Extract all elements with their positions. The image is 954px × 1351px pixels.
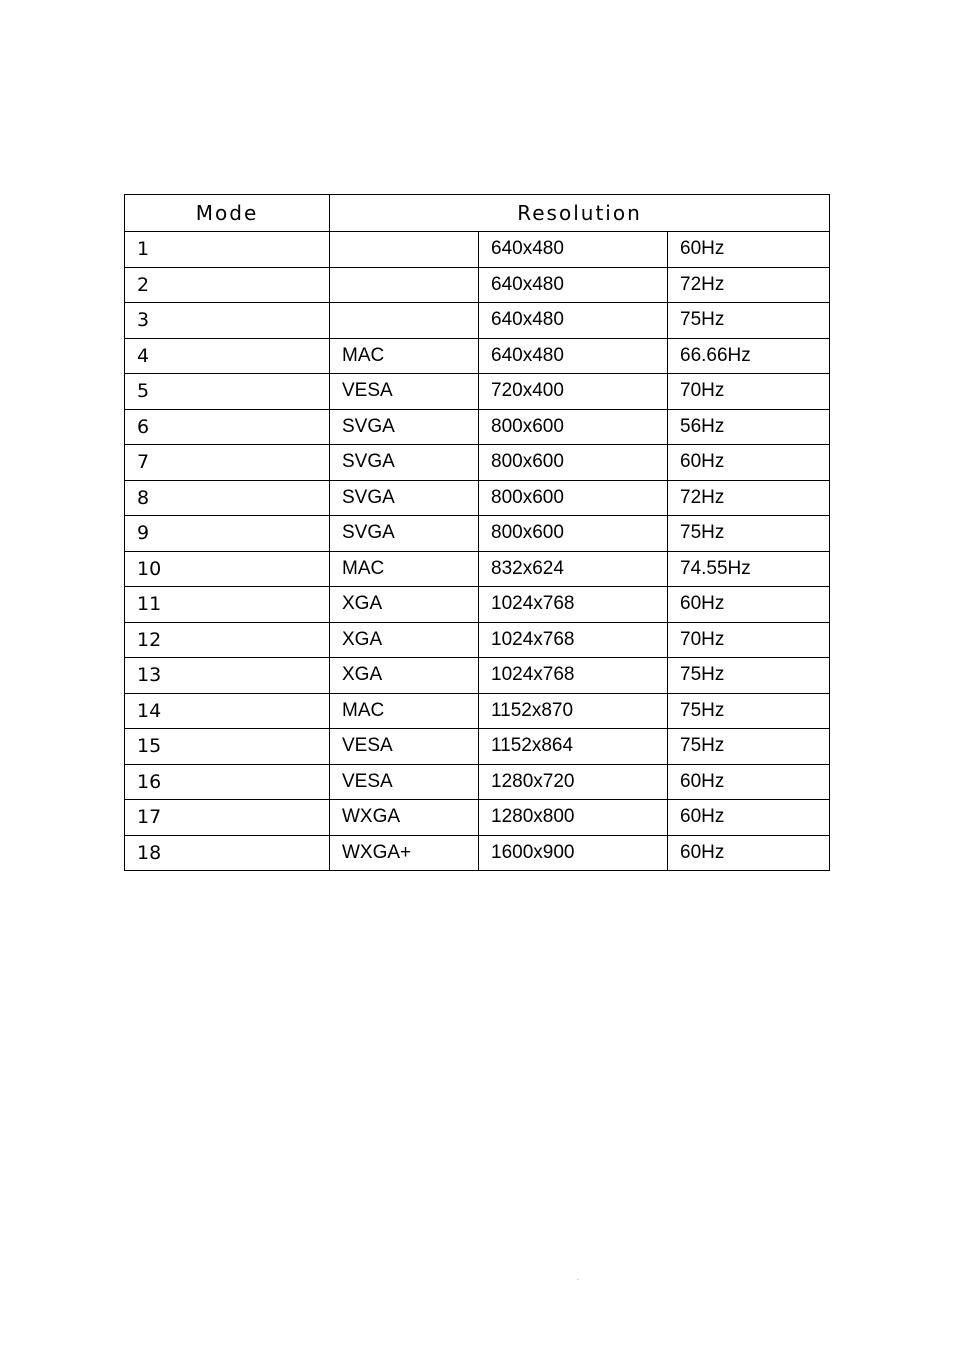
table-row: [125, 516, 830, 552]
table-row: [125, 693, 830, 729]
cell-mode: 18: [125, 835, 330, 871]
cell-standard: VESA: [330, 764, 479, 800]
cell-frequency: 60Hz: [668, 800, 830, 836]
cell-standard: VESA: [330, 729, 479, 765]
cell-frequency: 72Hz: [668, 267, 830, 303]
cell-frequency: 60Hz: [668, 764, 830, 800]
cell-frequency: 70Hz: [668, 374, 830, 410]
cell-standard: VESA: [330, 374, 479, 410]
table-header-row: [125, 195, 830, 232]
cell-standard: [330, 267, 479, 303]
cell-frequency: 75Hz: [668, 303, 830, 339]
table-row: [125, 303, 830, 339]
cell-frequency: 66.66Hz: [668, 338, 830, 374]
cell-frequency: 60Hz: [668, 835, 830, 871]
table-row: [125, 622, 830, 658]
cell-standard: SVGA: [330, 445, 479, 481]
table-row: [125, 800, 830, 836]
cell-resolution: 800x600: [479, 409, 668, 445]
table-row: [125, 835, 830, 871]
cell-standard: SVGA: [330, 516, 479, 552]
cell-mode: 6: [125, 409, 330, 445]
table-body: [125, 232, 830, 871]
cell-resolution: 1280x720: [479, 764, 668, 800]
cell-mode: 12: [125, 622, 330, 658]
cell-mode: 1: [125, 232, 330, 268]
cell-resolution: 720x400: [479, 374, 668, 410]
cell-mode: 17: [125, 800, 330, 836]
cell-frequency: 60Hz: [668, 445, 830, 481]
cell-standard: XGA: [330, 587, 479, 623]
table-row: [125, 374, 830, 410]
header-mode: Mode: [125, 195, 330, 232]
cell-standard: [330, 232, 479, 268]
table-row: [125, 480, 830, 516]
cell-standard: XGA: [330, 622, 479, 658]
cell-standard: MAC: [330, 338, 479, 374]
table-row: [125, 338, 830, 374]
cell-frequency: 75Hz: [668, 516, 830, 552]
cell-standard: WXGA+: [330, 835, 479, 871]
cell-resolution: 800x600: [479, 480, 668, 516]
cell-frequency: 60Hz: [668, 232, 830, 268]
cell-resolution: 640x480: [479, 303, 668, 339]
cell-mode: 2: [125, 267, 330, 303]
cell-resolution: 640x480: [479, 338, 668, 374]
cell-mode: 11: [125, 587, 330, 623]
table-row: [125, 729, 830, 765]
cell-mode: 9: [125, 516, 330, 552]
table-row: [125, 409, 830, 445]
table-row: [125, 551, 830, 587]
table-row: [125, 232, 830, 268]
cell-resolution: 640x480: [479, 232, 668, 268]
cell-mode: 3: [125, 303, 330, 339]
cell-frequency: 60Hz: [668, 587, 830, 623]
cell-resolution: 1024x768: [479, 587, 668, 623]
cell-mode: 4: [125, 338, 330, 374]
cell-resolution: 1152x864: [479, 729, 668, 765]
footer-mark: .: [577, 1276, 579, 1282]
cell-frequency: 72Hz: [668, 480, 830, 516]
cell-standard: SVGA: [330, 409, 479, 445]
cell-resolution: 1600x900: [479, 835, 668, 871]
cell-frequency: 75Hz: [668, 729, 830, 765]
cell-mode: 7: [125, 445, 330, 481]
cell-standard: MAC: [330, 551, 479, 587]
cell-resolution: 800x600: [479, 516, 668, 552]
cell-frequency: 75Hz: [668, 693, 830, 729]
cell-resolution: 800x600: [479, 445, 668, 481]
table-row: [125, 445, 830, 481]
cell-standard: MAC: [330, 693, 479, 729]
cell-mode: 8: [125, 480, 330, 516]
cell-resolution: 1152x870: [479, 693, 668, 729]
cell-frequency: 74.55Hz: [668, 551, 830, 587]
display-mode-table: [124, 194, 830, 871]
cell-resolution: 640x480: [479, 267, 668, 303]
cell-mode: 5: [125, 374, 330, 410]
cell-mode: 14: [125, 693, 330, 729]
cell-resolution: 832x624: [479, 551, 668, 587]
cell-resolution: 1024x768: [479, 622, 668, 658]
cell-resolution: 1280x800: [479, 800, 668, 836]
table-row: [125, 587, 830, 623]
cell-mode: 15: [125, 729, 330, 765]
cell-resolution: 1024x768: [479, 658, 668, 694]
cell-standard: WXGA: [330, 800, 479, 836]
table-row: [125, 764, 830, 800]
cell-frequency: 70Hz: [668, 622, 830, 658]
cell-standard: SVGA: [330, 480, 479, 516]
header-resolution: Resolution: [330, 195, 830, 232]
cell-mode: 16: [125, 764, 330, 800]
cell-mode: 13: [125, 658, 330, 694]
cell-standard: XGA: [330, 658, 479, 694]
cell-mode: 10: [125, 551, 330, 587]
table-row: [125, 658, 830, 694]
cell-frequency: 75Hz: [668, 658, 830, 694]
cell-frequency: 56Hz: [668, 409, 830, 445]
table-row: [125, 267, 830, 303]
cell-standard: [330, 303, 479, 339]
